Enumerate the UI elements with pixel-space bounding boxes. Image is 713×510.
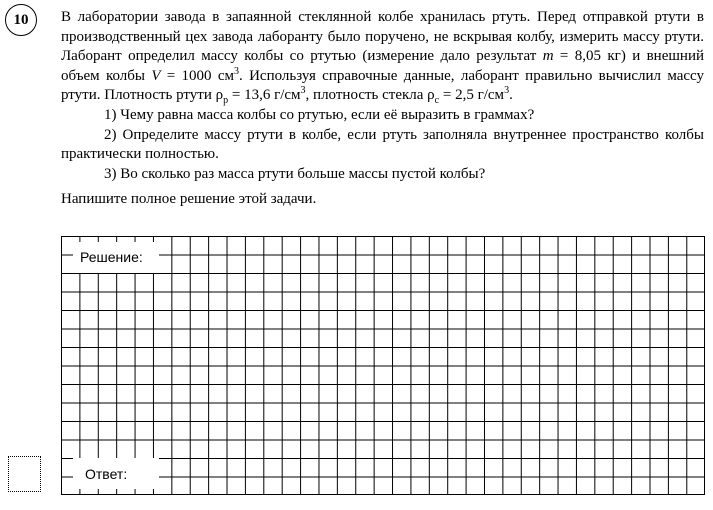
question-number: 10 <box>5 4 37 36</box>
var-v: V <box>151 67 161 84</box>
var-m: m <box>542 48 554 65</box>
sub-question-2: 2) Определите массу ртути в колбе, если ртуть заполняла внутреннее пространство колбы практически полностью. <box>61 126 704 163</box>
sub-rho-c: с <box>434 95 440 107</box>
answer-grid[interactable] <box>61 236 705 495</box>
sub-rho-r: р <box>223 95 229 107</box>
question-text <box>61 8 704 210</box>
sup-cube-3: 3 <box>504 85 510 97</box>
score-box <box>8 456 41 492</box>
solution-label: Решение: <box>80 249 143 265</box>
sup-cube-2: 3 <box>300 85 306 97</box>
text-part-2: . Используя справочные данные, лаборант правильно вычислил массу ртути. Плотность ртути ρ <box>61 67 704 104</box>
sup-cube-1: 3 <box>234 65 240 77</box>
sub-question-3: 3) Во сколько раз масса ртути больше массы пустой колбы? <box>104 165 486 182</box>
text-m-value: = 8,05 кг) и внешний объем колбы <box>61 48 704 84</box>
text-rho-c-value: = 2,5 г/см <box>439 87 505 104</box>
text-end: . <box>509 87 513 104</box>
problem-statement <box>61 8 704 106</box>
text-rho-r-value: = 13,6 г/см <box>228 87 301 104</box>
instruction-text: Напишите полное решение этой задачи. <box>61 191 317 208</box>
text-part-1: В лаборатории завода в запаянной стеклянной колбе хранилась ртуть. Перед отправкой ртути в производственный цех завода лаборанту было поручено, не вскрывая колбу, измерить массу ртути. Лаборант определил массу колбы со ртутью (измерение дало результат <box>61 9 704 65</box>
text-part-3: , плотность стекла ρ <box>305 87 435 104</box>
sub-question-1: 1) Чему равна масса колбы со ртутью, если её выразить в граммах? <box>104 106 535 123</box>
answer-label: Ответ: <box>85 466 128 482</box>
text-v-value: = 1000 см <box>160 67 235 84</box>
